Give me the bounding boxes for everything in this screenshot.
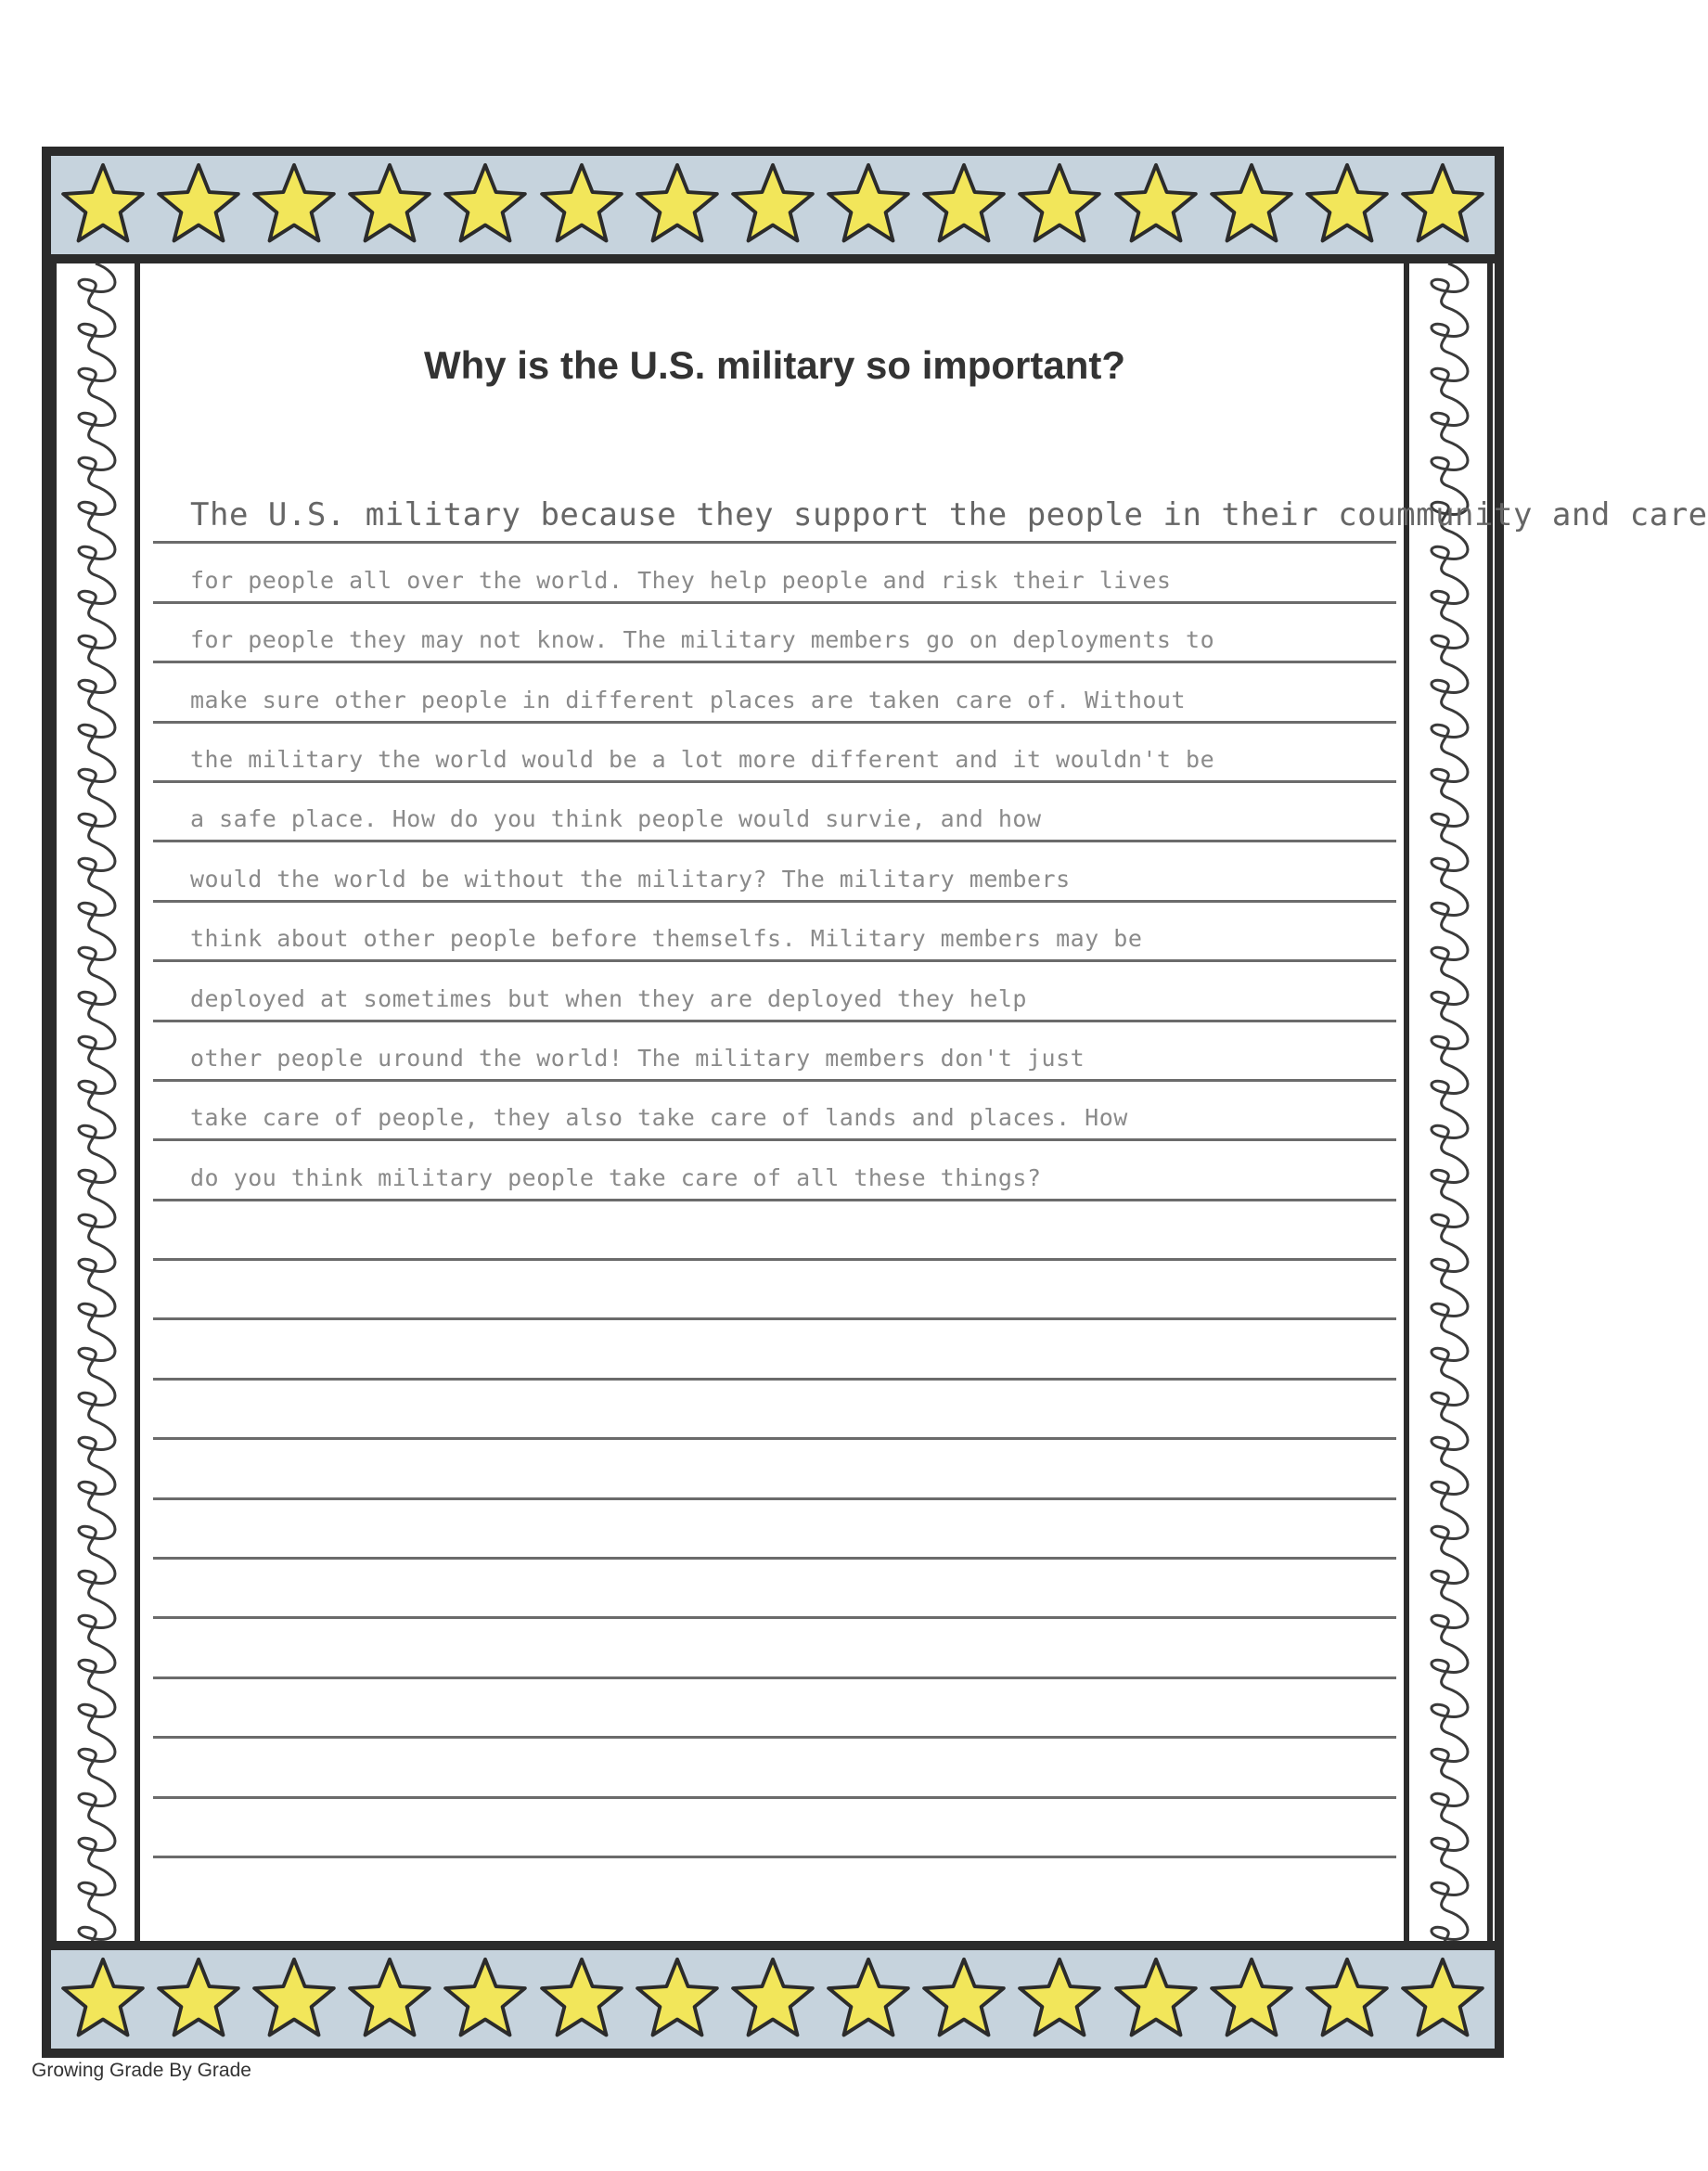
star-icon	[823, 160, 914, 250]
writing-line	[153, 962, 1396, 1021]
writing-line	[153, 1799, 1396, 1858]
writing-line	[153, 604, 1396, 663]
writing-line	[153, 1560, 1396, 1619]
handwritten-text: deployed at sometimes but when they are deployed they help	[190, 984, 1027, 1012]
star-icon	[632, 160, 723, 250]
star-icon	[1111, 1954, 1201, 2045]
star-icon	[536, 160, 627, 250]
handwritten-text: other people uround the world! The military members don't just	[190, 1044, 1085, 1072]
star-icon	[1302, 1954, 1393, 2045]
star-icon	[918, 160, 1009, 250]
handwritten-text: make sure other people in different places are taken care of. Without	[190, 686, 1187, 713]
star-icon	[58, 160, 148, 250]
writing-line	[153, 1679, 1396, 1739]
writing-line	[153, 1022, 1396, 1082]
star-icon	[536, 1954, 627, 2045]
left-loop-border	[51, 263, 140, 1941]
loop-doodle-icon	[57, 263, 135, 1941]
writing-line	[153, 663, 1396, 723]
star-icon	[344, 160, 435, 250]
writing-line	[153, 484, 1708, 544]
writing-line	[153, 1082, 1396, 1141]
star-icon	[632, 1954, 723, 2045]
handwritten-text: a safe place. How do you think people would survie, and how	[190, 805, 1042, 833]
writing-line	[153, 783, 1396, 842]
handwritten-text: The U.S. military because they support the people in their coummunity and care	[190, 496, 1708, 534]
star-icon	[344, 1954, 435, 2045]
star-icon	[1014, 1954, 1105, 2045]
star-icon	[249, 160, 340, 250]
star-icon	[58, 1954, 148, 2045]
bottom-star-border	[42, 1941, 1504, 2058]
star-icon	[727, 160, 818, 250]
writing-line	[153, 544, 1396, 603]
star-icon	[1206, 160, 1297, 250]
star-icon	[823, 1954, 914, 2045]
writing-line	[153, 1619, 1396, 1678]
worksheet-title: Why is the U.S. military so important?	[423, 343, 1126, 387]
handwritten-text: take care of people, they also take care of lands and places. How	[190, 1104, 1128, 1132]
writing-line	[153, 1201, 1396, 1261]
handwritten-text: think about other people before themselfs. Military members may be	[190, 925, 1143, 953]
writing-line	[153, 1739, 1396, 1798]
writing-line	[153, 1500, 1396, 1560]
handwritten-text: do you think military people take care of all these things?	[190, 1163, 1042, 1191]
star-icon	[249, 1954, 340, 2045]
top-star-border	[42, 147, 1504, 263]
footer-credit: Growing Grade By Grade	[32, 2060, 251, 2081]
writing-line	[153, 724, 1396, 783]
writing-line	[153, 1381, 1396, 1440]
star-icon	[1397, 160, 1488, 250]
star-icon	[153, 160, 244, 250]
star-icon	[1206, 1954, 1297, 2045]
writing-lines	[153, 484, 1708, 1858]
writing-line	[153, 1320, 1396, 1380]
star-icon	[727, 1954, 818, 2045]
handwritten-text: the military the world would be a lot more different and it wouldn't be	[190, 745, 1215, 773]
star-icon	[440, 160, 531, 250]
writing-line	[153, 1261, 1396, 1320]
star-icon	[153, 1954, 244, 2045]
handwritten-text: for people they may not know. The military members go on deployments to	[190, 626, 1215, 654]
star-icon	[1111, 160, 1201, 250]
star-icon	[1014, 160, 1105, 250]
handwritten-text: would the world be without the military? The military members	[190, 865, 1071, 893]
star-icon	[1302, 160, 1393, 250]
writing-line	[153, 842, 1396, 902]
writing-line	[153, 1141, 1396, 1201]
handwritten-text: for people all over the world. They help people and risk their lives	[190, 566, 1172, 594]
star-icon	[918, 1954, 1009, 2045]
writing-line	[153, 903, 1396, 962]
star-icon	[440, 1954, 531, 2045]
writing-line	[153, 1440, 1396, 1499]
star-icon	[1397, 1954, 1488, 2045]
